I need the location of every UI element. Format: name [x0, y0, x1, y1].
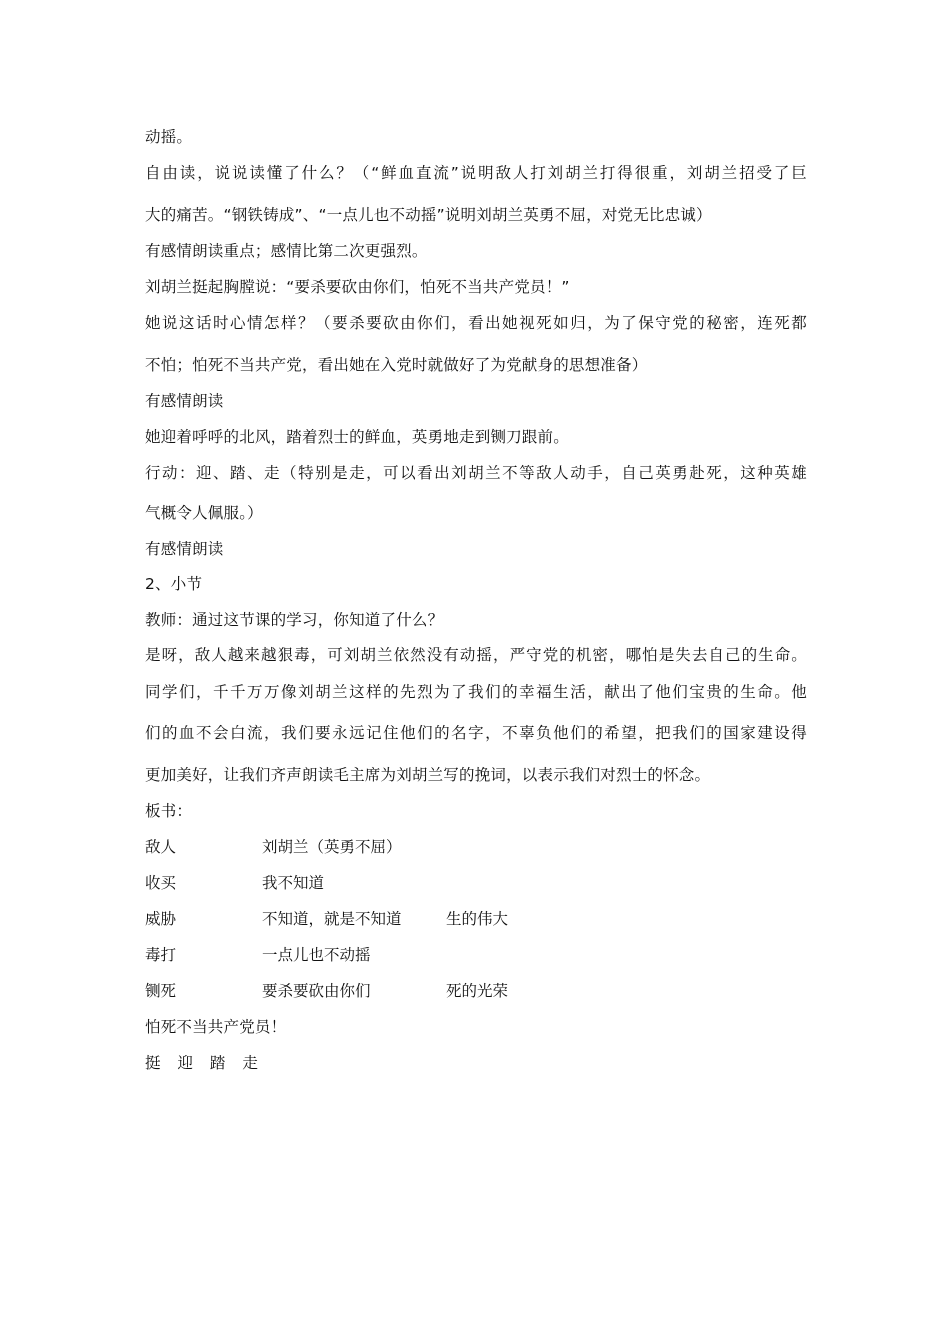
action-word: 挺 [145, 1054, 161, 1072]
blackboard-left: 敌人 [145, 838, 177, 856]
blackboard-left: 收买 [145, 874, 177, 892]
paragraph-line: 同学们，千千万万像刘胡兰这样的先烈为了我们的幸福生活，献出了他们宝贵的生命。他 [145, 683, 807, 701]
blackboard-middle: 不知道，就是不知道 [262, 910, 402, 928]
blackboard-left: 毒打 [145, 946, 177, 964]
paragraph-line: 教师：通过这节课的学习，你知道了什么？ [145, 611, 444, 629]
paragraph-line: 更加美好，让我们齐声朗读毛主席为刘胡兰写的挽词，以表示我们对烈士的怀念。 [145, 766, 711, 784]
blackboard-middle: 一点儿也不动摇 [262, 946, 371, 964]
paragraph-line: 不怕；怕死不当共产党，看出她在入党时就做好了为党献身的思想准备） [145, 356, 648, 374]
blackboard-actions [145, 1053, 270, 1073]
blackboard-middle: 我不知道 [262, 874, 325, 892]
paragraph-line: 自由读，说说读懂了什么？（“鲜血直流”说明敌人打刘胡兰打得很重，刘胡兰招受了巨 [145, 164, 807, 182]
paragraph-line: 她迎着呼呼的北风，踏着烈士的鲜血，英勇地走到铡刀跟前。 [145, 428, 569, 446]
paragraph-line: 们的血不会白流，我们要永远记住他们的名字，不辜负他们的希望，把我们的国家建设得 [145, 724, 807, 742]
blackboard-closing: 怕死不当共产党员！ [145, 1018, 287, 1036]
paragraph-line: 行动：迎、踏、走（特别是走，可以看出刘胡兰不等敌人动手，自己英勇赴死，这种英雄 [145, 464, 807, 482]
paragraph-line: 有感情朗读重点；感情比第二次更强烈。 [145, 242, 428, 260]
paragraph-line: 有感情朗读 [145, 540, 224, 558]
action-word: 走 [242, 1054, 258, 1072]
blackboard-heading: 板书： [145, 802, 193, 820]
paragraph-line: 是呀，敌人越来越狠毒，可刘胡兰依然没有动摇，严守党的机密，哪怕是失去自己的生命。 [145, 646, 807, 664]
paragraph-line: 大的痛苦。“钢铁铸成”、“一点儿也不动摇”说明刘胡兰英勇不屈，对党无比忠诚） [145, 206, 712, 224]
action-word: 迎 [177, 1054, 193, 1072]
blackboard-middle: 刘胡兰（英勇不屈） [262, 838, 402, 856]
blackboard-right: 死的光荣 [446, 982, 509, 1000]
action-word: 踏 [209, 1054, 226, 1072]
paragraph-line: 刘胡兰挺起胸膛说：“要杀要砍由你们，怕死不当共产党员！” [145, 278, 570, 296]
paragraph-line: 她说这话时心情怎样？（要杀要砍由你们，看出她视死如归，为了保守党的秘密，连死都 [145, 314, 807, 332]
paragraph-line: 有感情朗读 [145, 392, 224, 410]
blackboard-middle: 要杀要砍由你们 [262, 982, 371, 1000]
blackboard-left: 威胁 [145, 910, 177, 928]
blackboard-right: 生的伟大 [446, 910, 509, 928]
paragraph-line: 动摇。 [145, 128, 193, 146]
section-heading: 2、小节 [145, 575, 203, 593]
paragraph-line: 气概令人佩服。） [145, 504, 263, 522]
blackboard-left: 铡死 [145, 982, 177, 1000]
